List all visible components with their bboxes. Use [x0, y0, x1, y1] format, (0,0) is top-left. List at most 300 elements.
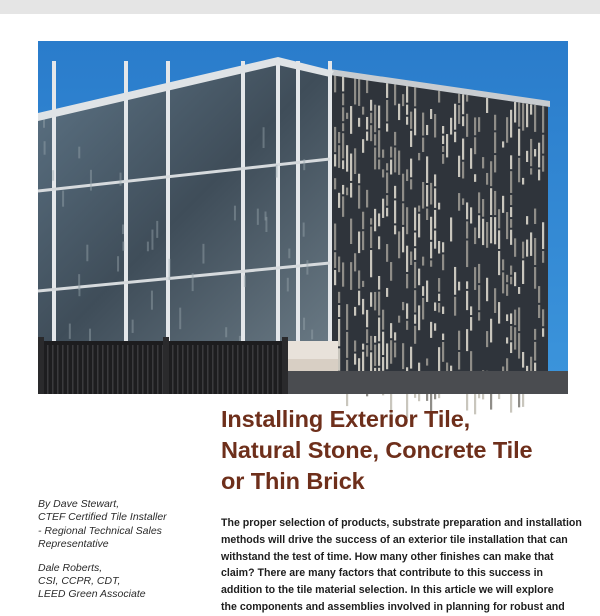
intro-line: withstand the test of time. How many other finishes can make that: [221, 550, 554, 563]
facade-tile: [394, 84, 396, 105]
facade-tile: [490, 217, 492, 243]
facade-tile: [486, 222, 488, 248]
facade-tile: [510, 313, 512, 324]
facade-tile: [530, 168, 532, 174]
facade-tile: [338, 292, 340, 303]
facade-tile: [514, 238, 516, 256]
author-line: Representative: [38, 538, 109, 551]
louver-slat: [172, 345, 174, 394]
facade-tile: [386, 288, 388, 297]
facade-tile: [386, 343, 388, 369]
facade-tile: [414, 262, 416, 288]
facade-tile: [422, 286, 424, 296]
louver-slat: [177, 345, 179, 394]
facade-tile: [422, 257, 424, 266]
facade-tile: [366, 190, 368, 208]
facade-tile: [406, 105, 408, 115]
facade-tile: [510, 342, 512, 353]
facade-tile: [538, 143, 540, 168]
facade-tile: [390, 147, 392, 158]
facade-tile: [354, 148, 356, 174]
facade-tile: [494, 115, 496, 131]
facade-tile: [398, 316, 400, 323]
facade-tile: [366, 132, 368, 141]
facade-tile: [382, 332, 384, 355]
facade-tile: [522, 178, 524, 185]
facade-tile: [442, 126, 444, 134]
facade-tile: [406, 321, 408, 330]
mullion: [296, 61, 300, 361]
facade-tile: [434, 323, 436, 330]
author-line: - Regional Technical Sales: [38, 524, 162, 537]
facade-tile: [418, 305, 420, 330]
facade-tile: [410, 112, 412, 129]
louver-slat: [192, 345, 194, 394]
facade-tile: [410, 131, 412, 147]
louver-slat: [72, 345, 74, 394]
facade-tile: [498, 251, 500, 275]
facade-tile: [422, 113, 424, 136]
facade-tile: [350, 106, 352, 134]
facade-tile: [470, 207, 472, 223]
facade-tile: [358, 185, 360, 208]
facade-tile: [334, 252, 336, 268]
louver-slat: [252, 345, 254, 394]
facade-tile: [374, 148, 376, 170]
facade-tile: [350, 183, 352, 198]
hero-image: [38, 41, 568, 394]
louver-slat: [247, 345, 249, 394]
title-line: Installing Exterior Tile,: [221, 406, 471, 432]
facade-tile: [382, 169, 384, 177]
facade-tile: [442, 154, 444, 164]
louver-post-1: [38, 337, 44, 394]
louver-slat: [87, 345, 89, 394]
facade-tile: [422, 298, 424, 320]
facade-tile: [374, 134, 376, 145]
louver-slat: [267, 345, 269, 394]
facade-tile: [354, 307, 356, 316]
glass-reflection: [122, 242, 124, 251]
facade-tile: [402, 203, 404, 225]
facade-tile: [526, 151, 528, 162]
louver-slat: [222, 345, 224, 394]
facade-tile: [526, 104, 528, 127]
facade-tile: [510, 277, 512, 284]
facade-tile: [406, 274, 408, 288]
facade-tile: [426, 358, 428, 365]
glass-reflection: [244, 275, 246, 287]
facade-tile: [426, 185, 428, 207]
facade-tile: [542, 309, 544, 326]
facade-tile: [458, 94, 460, 103]
facade-tile: [518, 103, 520, 127]
facade-tile: [518, 307, 520, 331]
louver-slat: [277, 345, 279, 394]
louver-slat: [272, 345, 274, 394]
intro-line: addition to the tile material selection. In this article we will explore: [221, 584, 554, 597]
facade-tile: [534, 238, 536, 265]
facade-tile: [410, 252, 412, 265]
facade-tile: [478, 285, 480, 310]
facade-tile: [430, 322, 432, 338]
louver-slat: [182, 345, 184, 394]
facade-tile: [342, 133, 344, 158]
facade-tile: [362, 344, 364, 350]
facade-tile: [402, 174, 404, 202]
intro-line: The proper selection of products, substrate preparation and installation: [221, 517, 582, 529]
facade-tile: [354, 253, 356, 271]
facade-tile: [514, 310, 516, 326]
facade-tile: [486, 173, 488, 185]
louver-slat: [262, 345, 264, 394]
facade-tile: [442, 307, 444, 314]
facade-tile: [390, 323, 392, 338]
facade-tile: [466, 291, 468, 310]
facade-tile: [378, 343, 380, 365]
facade-tile: [466, 281, 468, 289]
facade-tile: [462, 139, 464, 160]
glass-reflection: [263, 127, 265, 148]
facade-tile: [430, 260, 432, 266]
facade-tile: [346, 113, 348, 119]
louver-slat: [92, 345, 94, 394]
facade-tile: [398, 104, 400, 120]
facade-tile: [494, 132, 496, 153]
facade-tile: [426, 156, 428, 183]
louver-slat: [227, 345, 229, 394]
facade-tile: [374, 105, 376, 133]
facade-tile: [506, 284, 508, 296]
facade-tile: [406, 86, 408, 102]
facade-tile: [366, 80, 368, 93]
glass-reflection: [69, 324, 71, 339]
facade-tile: [542, 222, 544, 249]
facade-tile: [466, 329, 468, 351]
facade-tile: [342, 262, 344, 286]
facade-tile: [510, 326, 512, 340]
facade-tile: [354, 354, 356, 365]
facade-tile: [522, 352, 524, 368]
facade-tile: [522, 260, 524, 284]
facade-tile: [402, 94, 404, 106]
facade-tile: [434, 302, 436, 310]
louver-slat: [117, 345, 119, 394]
glass-reflection: [151, 230, 153, 250]
facade-tile: [370, 336, 372, 350]
glass-reflection: [265, 217, 267, 232]
glass-reflection: [132, 320, 134, 333]
facade-tile: [346, 304, 348, 330]
facade-tile: [470, 148, 472, 169]
facade-tile: [386, 195, 388, 206]
glass-reflection: [306, 260, 308, 274]
facade-tile: [338, 145, 340, 168]
facade-tile: [350, 154, 352, 181]
facade-tile: [434, 114, 436, 138]
facade-tile: [414, 208, 416, 231]
facade-tile: [510, 266, 512, 275]
facade-tile: [466, 241, 468, 268]
facade-tile: [478, 192, 480, 213]
facade-tile: [506, 212, 508, 239]
author-line: LEED Green Associate: [38, 588, 146, 601]
facade-tile: [338, 193, 340, 208]
facade-tile: [430, 242, 432, 259]
top-gray-band: [0, 0, 600, 14]
facade-tile: [386, 163, 388, 170]
facade-tile: [486, 278, 488, 301]
facade-tile: [342, 185, 344, 194]
facade-tile: [482, 219, 484, 245]
intro-line: the components and assemblies involved in planning for robust and: [221, 600, 565, 613]
louver-slat: [122, 345, 124, 394]
facade-tile: [370, 227, 372, 248]
facade-tile: [482, 157, 484, 168]
facade-tile: [450, 118, 452, 135]
article-intro: [221, 515, 582, 616]
facade-tile: [346, 145, 348, 171]
louver-slat: [212, 345, 214, 394]
facade-tile: [382, 150, 384, 158]
facade-tile: [378, 318, 380, 342]
facade-tile: [498, 230, 500, 249]
facade-tile: [394, 186, 396, 199]
glass-reflection: [276, 165, 278, 178]
facade-tile: [362, 212, 364, 229]
facade-tile: [358, 358, 360, 372]
facade-tile: [374, 345, 376, 366]
facade-tile: [370, 100, 372, 111]
facade-tile: [386, 172, 388, 193]
facade-tile: [518, 333, 520, 359]
louver-post-3: [282, 337, 288, 394]
facade-tile: [534, 342, 536, 361]
facade-tile: [538, 169, 540, 180]
louver-slat: [82, 345, 84, 394]
facade-tile: [494, 288, 496, 313]
facade-tile: [462, 162, 464, 179]
facade-tile: [386, 100, 388, 122]
facade-tile: [534, 267, 536, 289]
facade-tile: [390, 262, 392, 281]
facade-tile: [502, 259, 504, 270]
facade-tile: [382, 199, 384, 218]
glass-reflection: [303, 159, 305, 170]
mullion: [328, 61, 332, 361]
glass-reflection: [168, 259, 170, 280]
facade-tile: [422, 182, 424, 209]
facade-tile: [406, 246, 408, 272]
facade-tile: [418, 206, 420, 212]
louver-slat: [197, 345, 199, 394]
facade-tile: [510, 230, 512, 245]
louver-slat: [237, 345, 239, 394]
facade-tile: [526, 216, 528, 224]
facade-tile: [514, 102, 516, 123]
louver-slat: [187, 345, 189, 394]
facade-tile: [418, 269, 420, 286]
facade-tile: [386, 244, 388, 262]
facade-tile: [374, 292, 376, 310]
facade-tile: [378, 292, 380, 316]
mullion: [166, 61, 170, 361]
louver-slat: [147, 345, 149, 394]
louver-slat: [217, 345, 219, 394]
glass-reflection: [192, 273, 194, 291]
facade-tile: [454, 132, 456, 142]
facade-tile: [438, 303, 440, 312]
facade-tile: [358, 291, 360, 306]
facade-tile: [454, 267, 456, 295]
facade-tile: [426, 281, 428, 302]
facade-tile: [494, 217, 496, 244]
glass-reflection: [303, 223, 305, 237]
louver-slat: [57, 345, 59, 394]
glass-reflection: [62, 191, 64, 207]
facade-tile: [342, 107, 344, 121]
facade-tile: [498, 209, 500, 228]
glass-reflection: [311, 330, 313, 340]
facade-tile: [334, 178, 336, 189]
facade-tile: [442, 334, 444, 340]
louver-slat: [152, 345, 154, 394]
facade-tile: [370, 113, 372, 123]
facade-tile: [378, 106, 380, 129]
louver-slat: [207, 345, 209, 394]
facade-tile: [410, 159, 412, 178]
facade-tile: [338, 132, 340, 143]
facade-tile: [346, 332, 348, 358]
facade-tile: [366, 345, 368, 357]
glass-reflection: [288, 249, 290, 259]
facade-tile: [458, 156, 460, 177]
louver-slat: [102, 345, 104, 394]
facade-tile: [350, 219, 352, 244]
facade-tile: [506, 275, 508, 282]
facade-tile: [530, 232, 532, 255]
louver-slat: [202, 345, 204, 394]
facade-tile: [438, 241, 440, 254]
facade-tile: [482, 199, 484, 217]
facade-tile: [414, 326, 416, 344]
facade-tile: [506, 337, 508, 343]
facade-tile: [386, 123, 388, 131]
facade-tile: [394, 132, 396, 146]
facade-tile: [414, 87, 416, 106]
glass-reflection: [234, 206, 236, 221]
facade-tile: [354, 79, 356, 105]
facade-tile: [406, 303, 408, 318]
facade-tile: [458, 193, 460, 211]
facade-tile: [450, 217, 452, 241]
facade-tile: [442, 342, 444, 362]
facade-tile: [470, 306, 472, 315]
facade-tile: [466, 221, 468, 238]
facade-tile: [438, 278, 440, 292]
facade-tile: [370, 125, 372, 141]
facade-tile: [466, 202, 468, 219]
facade-tile: [386, 208, 388, 217]
facade-tile: [530, 104, 532, 114]
glass-reflection: [147, 242, 149, 252]
facade-tile: [374, 336, 376, 343]
facade-tile: [346, 188, 348, 196]
facade-tile: [502, 272, 504, 293]
mullion: [124, 61, 128, 361]
facade-tile: [342, 93, 344, 105]
facade-tile: [358, 79, 360, 106]
facade-tile: [406, 117, 408, 125]
facade-tile: [474, 117, 476, 135]
title-line: or Thin Brick: [221, 468, 365, 494]
article-title: [221, 404, 581, 497]
intro-line: methods will drive the success of an exterior tile installation that can: [221, 533, 568, 546]
facade-tile: [518, 158, 520, 182]
facade-tile: [462, 116, 464, 126]
louver-slat: [97, 345, 99, 394]
facade-tile: [342, 196, 344, 217]
facade-tile: [426, 209, 428, 220]
facade-tile: [394, 225, 396, 234]
facade-tile: [438, 347, 440, 374]
facade-tile: [342, 77, 344, 92]
facade-tile: [378, 276, 380, 290]
facade-tile: [530, 139, 532, 166]
author-line: Dale Roberts,: [38, 561, 103, 574]
facade-tile: [526, 240, 528, 257]
mullion: [52, 61, 56, 361]
facade-tile: [534, 105, 536, 132]
facade-tile: [474, 228, 476, 245]
facade-tile: [366, 117, 368, 130]
facade-tile: [478, 117, 480, 132]
facade-tile: [486, 331, 488, 347]
facade-tile: [458, 282, 460, 291]
facade-tile: [366, 329, 368, 343]
facade-tile: [510, 155, 512, 169]
byline-spacer: [38, 552, 188, 562]
facade-tile: [474, 267, 476, 290]
glass-reflection: [90, 170, 92, 191]
facade-tile: [394, 332, 396, 340]
facade-tile: [510, 171, 512, 193]
facade-tile: [378, 236, 380, 249]
facade-tile: [366, 310, 368, 327]
mullion: [241, 61, 245, 361]
facade-tile: [510, 219, 512, 228]
glass-reflection: [78, 286, 80, 297]
louver-slat: [137, 345, 139, 394]
louver-slat: [127, 345, 129, 394]
facade-tile: [362, 107, 364, 115]
glass-reflection: [120, 173, 122, 186]
facade-tile: [458, 331, 460, 350]
facade-tile: [414, 108, 416, 135]
louver-slat: [157, 345, 159, 394]
facade-tile: [398, 231, 400, 258]
facade-tile: [442, 136, 444, 144]
facade-tile: [362, 139, 364, 153]
facade-tile: [358, 174, 360, 184]
facade-tile: [394, 147, 396, 172]
facade-tile: [414, 315, 416, 324]
louver-slat: [62, 345, 64, 394]
facade-tile: [542, 328, 544, 336]
facade-tile: [338, 305, 340, 317]
facade-tile: [466, 114, 468, 137]
facade-tile: [474, 174, 476, 182]
